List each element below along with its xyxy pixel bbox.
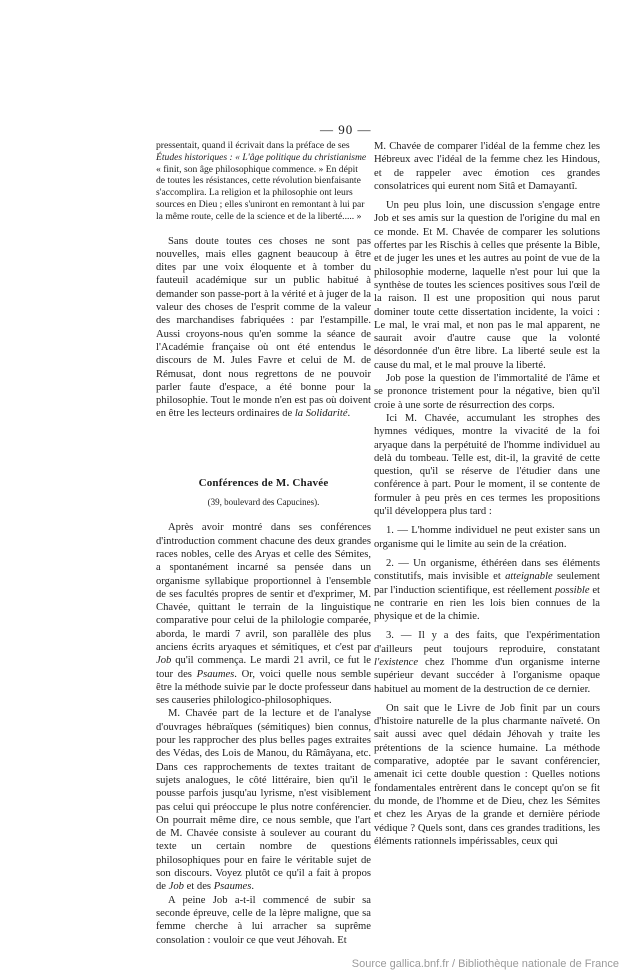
paragraph: A peine Job a-t-il commencé de subir sa seconde épreuve, celle de la lèpre maligne, que sa femme cherche à lui arracher sa suprême consolation : vouloir ce que veut Jéhovah. Et bbox=[156, 894, 371, 946]
quote-line: « finit, son âge philosophique commence. » En dépit bbox=[156, 163, 358, 175]
paragraph: Sans doute toutes ces choses ne sont pas nouvelles, mais elles gagnent beaucoup à être dites par une voix éloquente et à tomber du fauteuil académique sur un public habitué à demander son passe-port à la vérité et à juger de la valeur des choses de l'esprit comme de la valeur des marchandises fabriquées : par l'estampille. Aussi croyons-nous qu'en somme la séance de l'Académie française où ont été entendus le discours de M. Jules Favre et celui de M. de Rémusat, dont nous regrettons de ne pouvoir parler faute d'espace, a été bonne pour la philosophie. Tout le monde n'en est pas où doivent en être les lecteurs ordinaires de la Solidarité. bbox=[156, 235, 371, 420]
numbered-item: 1. — L'homme individuel ne peut exister sans un organisme qui le limite au sein de la création. bbox=[374, 525, 600, 550]
numbered-item: 2. — Un organisme, éthéréen dans ses éléments constitutifs, mais invisible et atteignable seulement par l'induction scientifique, est réellement possible et ne contrarie en rien les lois bien connues de la physique et de la chimie. bbox=[374, 557, 600, 623]
quote-line: pressentait, quand il écrivait dans la préface de ses bbox=[156, 140, 350, 151]
section-subheading: (39, boulevard des Capucines). bbox=[207, 497, 320, 508]
paragraph: On sait que le Livre de Job finit par un cours d'histoire naturelle de la plus charmante naïveté. On sait aussi avec quel dédain Jéhovah y traite les prétentions de la science humaine. La méthode comparative, adoptée par le savant conférencier, amenait ici cette double question : Quelles notions fondamentales entrèrent dans le concept qu'on se fit du monde, de l'homme et de Dieu, chez les Sémites et chez les Aryas de la grande et dernière période védique ? Quels sont, dans ces grandes traditions, les éléments rationnels impérissables, ceux qui bbox=[374, 702, 600, 847]
paragraph: Ici M. Chavée, accumulant les strophes des hymnes védiques, montre la vivacité de la foi aryaque dans la perpétuité de l'homme individuel au delà du tombeau. Telle est, dit-il, la gravité de cette question, qu'il se réserve de l'étudier dans une conférence à part. Pour le moment, il se contente de formuler à peu près en ces termes les propositions qu'il développera plus tard : bbox=[374, 412, 600, 518]
paragraph: Un peu plus loin, une discussion s'engage entre Job et ses amis sur la question de l'origine du mal en ce monde. Et M. Chavée de comparer les solutions offertes par les Rischis à celles que présente la Bible, et de juger les unes et les autres au point de vue de la philosophie moderne, laquelle n'est pour lui que la synthèse de toutes les sciences positives sous l'œil de la raison. Il est une proposition qui nous parut dominer toute cette dissertation incidente, la voici : Le mal, le vrai mal, et non pas le mal apparent, ne saurait avoir d'autre cause que la volonté désordonnée d'un être libre. La liberté seule est la cause du mal, et le mal prouve la liberté. bbox=[374, 200, 600, 371]
page-number: — 90 — bbox=[320, 122, 372, 137]
quote-line: la même route, celle de la science et de la liberté..... » bbox=[156, 210, 362, 222]
source-note: Source gallica.bnf.fr / Bibliothèque nationale de France bbox=[351, 958, 619, 970]
left-column bbox=[156, 140, 371, 947]
paragraph: Job pose la question de l'immortalité de l'âme et se prononce tristement pour la négative, bien qu'il croie à une sorte de résurrection des corps. bbox=[374, 373, 600, 411]
right-column bbox=[374, 140, 600, 848]
quote-block bbox=[156, 140, 371, 223]
numbered-item: 3. — Il y a des faits, que l'expérimentation d'ailleurs peut toujours reproduire, constatant l'existence chez l'homme d'un organisme interne supérieur devant succéder à l'organisme opaque habituel au moment de la destruction de ce dernier. bbox=[374, 630, 600, 695]
section-heading: Conférences de M. Chavée bbox=[198, 476, 329, 489]
quote-line: sources en Dieu ; elles s'uniront en remontant à lui par bbox=[156, 198, 365, 210]
quote-line: de toutes les résistances, cette révolution bienfaisante bbox=[156, 175, 361, 187]
paragraph: M. Chavée de comparer l'idéal de la femme chez les Hébreux avec l'idéal de la femme chez les Hindous, et de rappeler avec émotion ces grandes consolatrices qui eurent nom Sitâ et Damayantî. bbox=[374, 141, 600, 192]
quote-line: s'accomplira. La religion et la philosophie ont leurs bbox=[156, 187, 353, 199]
paragraph: Après avoir montré dans ses conférences d'introduction comment chacune des deux grandes races nobles, celle des Aryas et celle des Sémites, a spontanément incarné sa pensée dans un organisme syllabique proportionnel à l'ensemble de ses facultés propres de sentir et d'exprimer, M. Chavée, quittant le terrain de la linguistique comparative pour celui de la philologie comparée, aborda, le mardi 7 avril, son parallèle des plus anciens écrits aryaques et sémitiques, et c'est par Job qu'il commença. Le mardi 21 avril, ce fut le tour des Psaumes. Or, voici quelle nous semble être la méthode suivie par le docte professeur dans ses causeries philologico-philosophiques. bbox=[156, 522, 371, 707]
paragraph: M. Chavée part de la lecture et de l'analyse d'ouvrages hébraïques (sémitiques) bien connus, pour les rapprocher des plus belles pages extraites des Védas, des Lois de Manou, du Râmâyana, etc. Dans ces rapprochements de textes traitant de sujets analogues, le côté littéraire, bien qu'il le pousse parfois jusqu'au lyrisme, n'est visiblement pas celui qui préoccupe le plus notre conférencier. On pourrait même dire, ce nous semble, que l'art de M. Chavée consiste à soulever au courant du texte un certain nombre de questions philosophiques pour en faire le véritable sujet de son discours. Voyez plutôt ce qu'il a fait à propos de Job et des Psaumes. bbox=[156, 708, 371, 893]
quote-line: Études historiques : « L'âge politique du christianisme bbox=[156, 151, 367, 163]
